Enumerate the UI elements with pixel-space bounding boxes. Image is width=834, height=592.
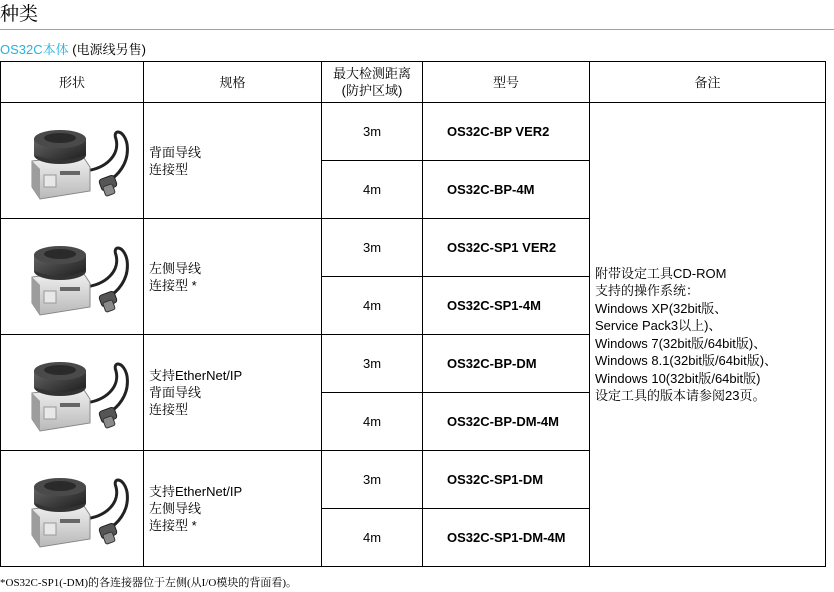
spec-line: 支持EtherNet/IP bbox=[149, 484, 243, 499]
spec-line: 连接型 bbox=[149, 161, 189, 177]
spec-cell bbox=[144, 103, 322, 219]
remarks-line: Service Pack3以上)、 bbox=[595, 318, 722, 333]
safety-laser-scanner-icon bbox=[12, 225, 132, 325]
model-cell: OS32C-BP-DM bbox=[423, 335, 590, 393]
product-image-cell bbox=[1, 451, 144, 567]
header-model: 型号 bbox=[423, 62, 590, 103]
product-image-cell bbox=[1, 103, 144, 219]
product-image-cell bbox=[1, 219, 144, 335]
spec-line: 左侧导线 bbox=[149, 260, 202, 276]
spec-cell bbox=[144, 219, 322, 335]
product-image-cell bbox=[1, 335, 144, 451]
safety-laser-scanner-icon bbox=[12, 457, 132, 557]
spec-line: 背面导线 bbox=[149, 144, 202, 160]
remarks-cell bbox=[590, 103, 826, 567]
spec-line: 支持EtherNet/IP bbox=[149, 368, 243, 383]
header-spec: 规格 bbox=[144, 62, 322, 103]
model-cell: OS32C-BP-4M bbox=[423, 161, 590, 219]
distance-cell: 3m bbox=[322, 103, 423, 161]
spec-line: 连接型 * bbox=[149, 518, 197, 533]
model-cell: OS32C-SP1-DM-4M bbox=[423, 509, 590, 567]
safety-laser-scanner-icon bbox=[12, 109, 132, 209]
spec-line: 连接型 bbox=[149, 402, 189, 417]
header-distance bbox=[322, 62, 423, 103]
header-shape: 形状 bbox=[1, 62, 144, 103]
distance-cell: 4m bbox=[322, 393, 423, 451]
table-header-row bbox=[1, 62, 826, 103]
header-distance-line1: 最大检测距离 bbox=[332, 66, 411, 81]
remarks-line: Windows 10(32bit版/64bit版) bbox=[595, 370, 761, 386]
remarks-line: 支持的操作系统： bbox=[595, 283, 700, 298]
remarks-line: Windows 8.1(32bit版/64bit版)、 bbox=[595, 353, 778, 368]
footnote: *OS32C-SP1(-DM)的各连接器位于左侧(从I/O模块的背面看)。 bbox=[0, 577, 297, 589]
distance-cell: 4m bbox=[322, 509, 423, 567]
product-table bbox=[0, 61, 826, 567]
subtitle bbox=[0, 41, 146, 59]
spec-line: 背面导线 bbox=[149, 385, 202, 400]
remarks-line: Windows XP(32bit版、 bbox=[595, 300, 728, 316]
distance-cell: 3m bbox=[322, 451, 423, 509]
spec-cell bbox=[144, 451, 322, 567]
remarks-line: 附带设定工具CD-ROM bbox=[595, 265, 727, 281]
remarks-line: Windows 7(32bit版/64bit版)、 bbox=[595, 335, 767, 351]
spec-line: 左侧导线 bbox=[149, 501, 202, 516]
model-cell: OS32C-BP VER2 bbox=[423, 103, 590, 161]
distance-cell: 4m bbox=[322, 277, 423, 335]
model-cell: OS32C-SP1-4M bbox=[423, 277, 590, 335]
distance-cell: 3m bbox=[322, 335, 423, 393]
distance-cell: 3m bbox=[322, 219, 423, 277]
header-remarks: 备注 bbox=[590, 62, 826, 103]
subtitle-product: OS32C本体 bbox=[0, 42, 69, 57]
page-heading: 种类 bbox=[0, 4, 39, 25]
remarks-line: 设定工具的版本请参阅23页。 bbox=[595, 388, 766, 403]
header-distance-line2: (防护区域) bbox=[341, 83, 403, 98]
spec-line: 连接型 * bbox=[149, 277, 197, 293]
model-cell: OS32C-BP-DM-4M bbox=[423, 393, 590, 451]
subtitle-note: (电源线另售) bbox=[68, 42, 146, 57]
model-cell: OS32C-SP1-DM bbox=[423, 451, 590, 509]
distance-cell: 4m bbox=[322, 161, 423, 219]
heading-divider bbox=[0, 29, 834, 30]
spec-cell bbox=[144, 335, 322, 451]
model-cell: OS32C-SP1 VER2 bbox=[423, 219, 590, 277]
safety-laser-scanner-icon bbox=[12, 341, 132, 441]
table-row bbox=[1, 103, 826, 161]
